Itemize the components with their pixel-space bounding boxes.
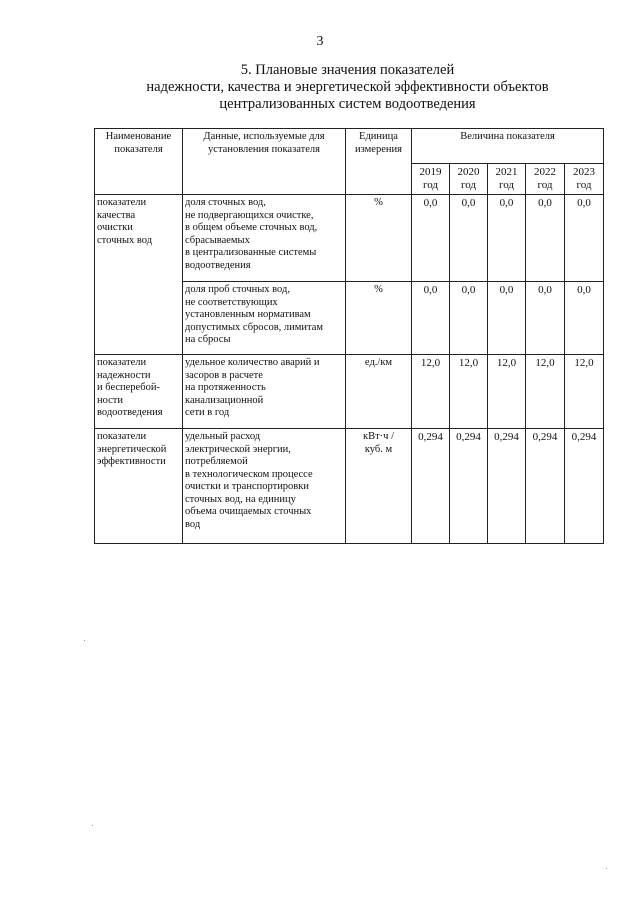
page-number: 3 [316,34,324,49]
value-cell: 0,294 [565,429,604,544]
header-year: 2020 год [450,164,488,195]
value-cell: 0,0 [565,282,604,355]
value-cell: 0,0 [412,282,450,355]
indicator-name: показатели энергетической эффективности [95,429,183,544]
table-row [95,195,604,282]
value-cell: 12,0 [488,355,526,429]
indicator-unit: кВт·ч / куб. м [346,429,412,544]
value-cell: 12,0 [412,355,450,429]
title-line: надежности, качества и энергетической эффективности объектов [146,79,549,95]
value-cell: 0,294 [412,429,450,544]
title-line: централизованных систем водоотведения [219,96,476,112]
header-year: 2021 год [488,164,526,195]
table-row [95,355,604,429]
indicator-data: доля проб сточных вод, не соответствующих установленным нормативам допустимых сбросов, лимитам на сбросы [183,282,346,355]
indicator-data: удельный расход электрической энергии, потребляемой в технологическом процессе очистки и транспортировки сточных вод, на единицу объема очищаемых сточных вод [183,429,346,544]
value-cell: 0,0 [450,282,488,355]
indicator-name: показатели качества очистки сточных вод [95,195,183,355]
scan-speck [84,640,85,641]
header-year: 2019 год [412,164,450,195]
value-cell: 0,0 [450,195,488,282]
indicator-data: удельное количество аварий и засоров в расчете на протяженность канализационной сети в год [183,355,346,429]
header-name: Наименование показателя [95,129,183,195]
value-cell: 0,0 [526,195,565,282]
scan-speck [606,868,607,869]
value-cell: 0,0 [488,195,526,282]
section-title [60,62,635,113]
header-unit: Единица измерения [346,129,412,195]
value-cell: 0,294 [488,429,526,544]
indicator-data: доля сточных вод, не подвергающихся очистке, в общем объеме сточных вод, сбрасываемых в централизованные системы водоотведения [183,195,346,282]
header-data: Данные, используемые для установления показателя [183,129,346,195]
value-cell: 0,0 [412,195,450,282]
indicator-unit: % [346,282,412,355]
indicator-name: показатели надежности и бесперебой- ности водоотведения [95,355,183,429]
header-year: 2022 год [526,164,565,195]
indicator-unit: ед./км [346,355,412,429]
indicators-table [94,128,604,544]
header-year: 2023 год [565,164,604,195]
value-cell: 0,294 [450,429,488,544]
indicator-unit: % [346,195,412,282]
title-line: 5. Плановые значения показателей [240,62,455,78]
table-row [95,429,604,544]
value-cell: 0,294 [526,429,565,544]
value-cell: 0,0 [565,195,604,282]
value-cell: 0,0 [526,282,565,355]
header-value: Величина показателя [412,129,604,164]
value-cell: 12,0 [450,355,488,429]
scan-speck [92,825,93,826]
value-cell: 12,0 [565,355,604,429]
value-cell: 0,0 [488,282,526,355]
value-cell: 12,0 [526,355,565,429]
